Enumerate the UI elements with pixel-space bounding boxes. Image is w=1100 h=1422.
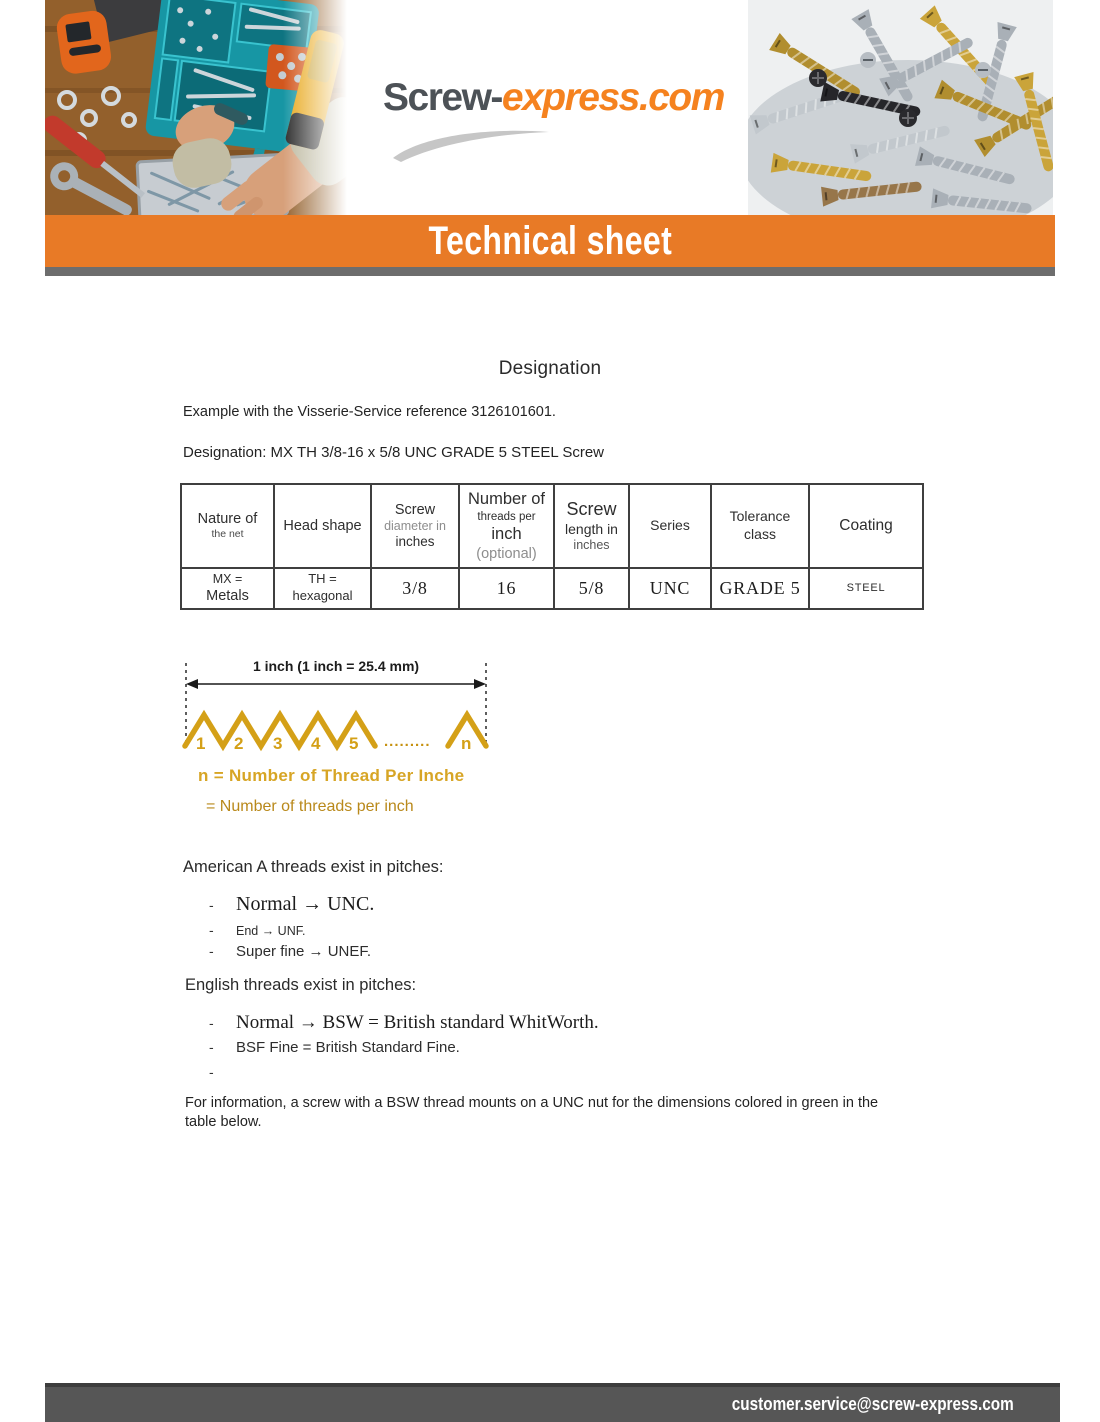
- cell-head-shape: TH = hexagonal: [274, 568, 371, 609]
- diagram-caption-gold: n = Number of Thread Per Inche: [198, 766, 465, 785]
- bullet-dash: -: [209, 1015, 214, 1031]
- tape-measure-icon: [55, 9, 113, 75]
- screw-pile-photo: [748, 0, 1053, 215]
- list-item: - Normal → UNC.: [209, 893, 375, 915]
- cell-coating: STEEL: [809, 568, 923, 609]
- thread-zigzag: [185, 715, 486, 746]
- table-header-row: [181, 484, 923, 568]
- american-threads-list: [209, 893, 374, 960]
- brand-name-suffix: express.com: [501, 76, 724, 119]
- col-header-nature: Nature of the net: [181, 484, 274, 568]
- header-divider: [45, 267, 1055, 276]
- list-item: - Super fine → UNEF.: [209, 943, 372, 960]
- logo-swoosh-icon: [389, 124, 554, 164]
- list-item: - End → UNF.: [209, 922, 306, 938]
- thread-number: 5: [349, 734, 359, 753]
- col-header-series: Series: [629, 484, 711, 568]
- banner-title: Technical sheet: [428, 218, 672, 263]
- col-header-diameter: Screw diameter in inches: [371, 484, 459, 568]
- thread-number: 2: [234, 734, 244, 753]
- english-threads-heading: English threads exist in pitches:: [185, 976, 417, 994]
- double-arrow-icon: [186, 679, 486, 689]
- american-threads-heading: American A threads exist in pitches:: [183, 858, 444, 876]
- cell-nature: MX = Metals: [181, 568, 274, 609]
- cell-threads-per-inch: 16: [459, 568, 554, 609]
- table-data-row: [181, 568, 923, 609]
- thread-n-label: n: [461, 734, 472, 753]
- brand-name-prefix: Screw-: [383, 76, 502, 119]
- list-item: [209, 1064, 599, 1080]
- bullet-dash: -: [209, 1039, 214, 1055]
- col-header-head-shape: Head shape: [274, 484, 371, 568]
- cell-diameter: 3/8: [371, 568, 459, 609]
- workbench-photo-graphic: [45, 0, 347, 215]
- footer-bar: [45, 1383, 1060, 1422]
- cell-series: UNC: [629, 568, 711, 609]
- thread-number: 3: [273, 734, 283, 753]
- col-header-length: Screw length in inches: [554, 484, 629, 568]
- page-title: Designation: [498, 358, 602, 379]
- technical-sheet-banner: [45, 215, 1055, 267]
- bullet-dash: -: [209, 922, 214, 938]
- bullet-dash: -: [209, 943, 214, 959]
- workbench-photo: [45, 0, 347, 215]
- col-header-tolerance: Tolerance class: [711, 484, 809, 568]
- info-paragraph: For information, a screw with a BSW thread mounts on a UNC nut for the dimensions colored in green in the table below.: [185, 1095, 879, 1130]
- english-threads-list: [209, 1012, 599, 1080]
- thread-number: 1: [196, 734, 206, 753]
- thread-pitch-diagram: [180, 653, 500, 755]
- designation-line: Designation: MX TH 3/8-16 x 5/8 UNC GRADE 5 STEEL Screw: [183, 444, 604, 461]
- brand-logo: [383, 76, 743, 120]
- cell-length: 5/8: [554, 568, 629, 609]
- list-item: - BSF Fine = British Standard Fine.: [209, 1039, 460, 1056]
- list-item: - Normal → BSW = British standard WhitWorth.: [209, 1012, 599, 1033]
- screw-pile-photo-graphic: [748, 0, 1053, 215]
- ellipsis-dots: .........: [384, 733, 431, 750]
- bullet-dash: -: [209, 897, 214, 913]
- col-header-threads-per-inch: Number of threads per inch (optional): [459, 484, 554, 568]
- designation-table: [180, 483, 924, 610]
- footer-email: customer.service@screw-express.com: [732, 1394, 1014, 1414]
- cell-tolerance: GRADE 5: [711, 568, 809, 609]
- diagram-caption-olive: = Number of threads per inch: [206, 798, 414, 815]
- inch-label: 1 inch (1 inch = 25.4 mm): [252, 658, 420, 674]
- example-line: Example with the Visserie-Service reference 3126101601.: [183, 404, 556, 420]
- thread-number: 4: [311, 734, 321, 753]
- col-header-coating: Coating: [809, 484, 923, 568]
- bullet-dash: -: [209, 1064, 214, 1080]
